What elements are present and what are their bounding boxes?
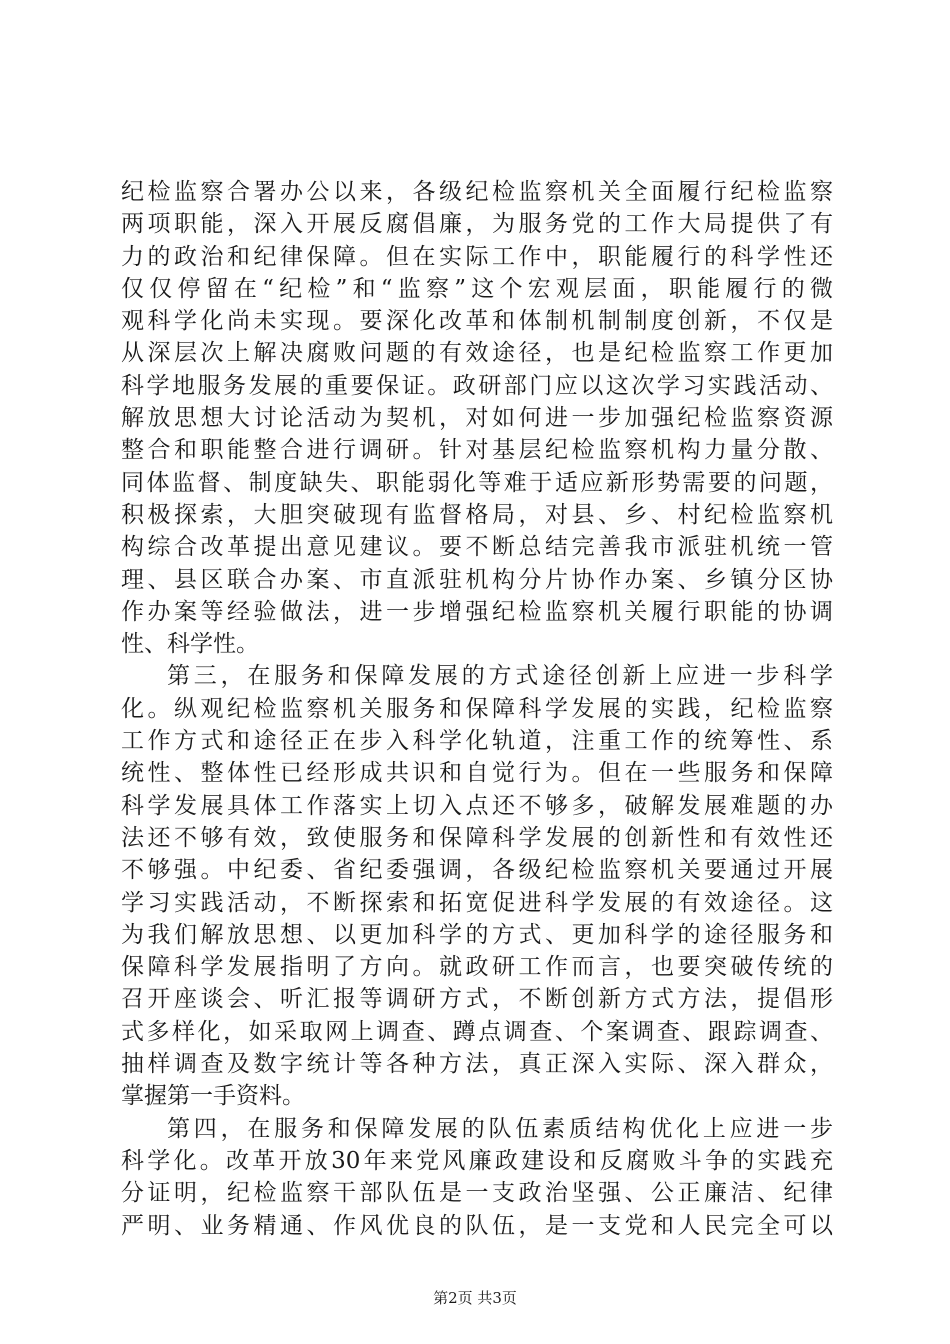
text-line: 观科学化尚未实现。要深化改革和体制机制制度创新，不仅是 <box>121 308 833 335</box>
text-line: 不够强。中纪委、省纪委强调，各级纪检监察机关要通过开展 <box>121 857 833 884</box>
text-line: 纪检监察合署办公以来，各级纪检监察机关全面履行纪检监察 <box>121 179 833 205</box>
text-line: 整合和职能整合进行调研。针对基层纪检监察机构力量分散、 <box>121 437 833 464</box>
text-line: 作办案等经验做法，进一步增强纪检监察机关履行职能的协调 <box>121 598 833 625</box>
text-line: 构综合改革提出意见建议。要不断总结完善我市派驻机统一管 <box>121 534 833 561</box>
text-line: 严明、业务精通、作风优良的队伍，是一支党和人民完全可以 <box>121 1212 833 1239</box>
text-line: 科学地服务发展的重要保证。政研部门应以这次学习实践活动、 <box>121 372 833 399</box>
text-line: 解放思想大讨论活动为契机，对如何进一步加强纪检监察资源 <box>121 405 833 432</box>
text-line: 科学化。改革开放30年来党风廉政建设和反腐败斗争的实践充 <box>121 1147 833 1174</box>
text-line: 学习实践活动，不断探索和拓宽促进科学发展的有效途径。这 <box>121 889 833 916</box>
text-line: 工作方式和途径正在步入科学化轨道，注重工作的统筹性、系 <box>121 728 833 755</box>
text-line: 理、县区联合办案、市直派驻机构分片协作办案、乡镇分区协 <box>121 566 833 593</box>
text-line: 化。纵观纪检监察机关服务和保障科学发展的实践，纪检监察 <box>121 695 833 722</box>
text-line: 保障科学发展指明了方向。就政研工作而言，也要突破传统的 <box>121 954 833 981</box>
text-line: 为我们解放思想、以更加科学的方式、更加科学的途径服务和 <box>121 921 833 948</box>
text-line: 力的政治和纪律保障。但在实际工作中，职能履行的科学性还 <box>121 243 833 270</box>
text-line: 仅仅停留在“纪检”和“监察”这个宏观层面，职能履行的微 <box>121 275 833 302</box>
text-line: 分证明，纪检监察干部队伍是一支政治坚强、公正廉洁、纪律 <box>121 1180 833 1207</box>
text-line: 科学发展具体工作落实上切入点还不够多，破解发展难题的办 <box>121 792 833 819</box>
text-line: 性、科学性。 <box>121 631 259 658</box>
text-line: 第四，在服务和保障发展的队伍素质结构优化上应进一步 <box>167 1115 833 1142</box>
page-footer: 第2页 共3页 <box>433 1289 517 1307</box>
text-line: 法还不够有效，致使服务和保障科学发展的创新性和有效性还 <box>121 824 833 851</box>
text-line: 同体监督、制度缺失、职能弱化等难于适应新形势需要的问题， <box>121 469 833 496</box>
text-line: 抽样调查及数字统计等各种方法，真正深入实际、深入群众， <box>121 1051 833 1078</box>
text-line: 召开座谈会、听汇报等调研方式，不断创新方式方法，提倡形 <box>121 986 833 1013</box>
text-line: 统性、整体性已经形成共识和自觉行为。但在一些服务和保障 <box>121 760 833 787</box>
text-line: 从深层次上解决腐败问题的有效途径，也是纪检监察工作更加 <box>121 340 833 367</box>
body-text <box>121 176 833 1242</box>
text-line: 掌握第一手资料。 <box>121 1083 305 1110</box>
text-line: 第三，在服务和保障发展的方式途径创新上应进一步科学 <box>167 663 833 690</box>
text-line: 式多样化，如采取网上调查、蹲点调查、个案调查、跟踪调查、 <box>121 1018 833 1045</box>
text-line: 两项职能，深入开展反腐倡廉，为服务党的工作大局提供了有 <box>121 211 833 238</box>
text-line: 积极探索，大胆突破现有监督格局，对县、乡、村纪检监察机 <box>121 501 833 528</box>
